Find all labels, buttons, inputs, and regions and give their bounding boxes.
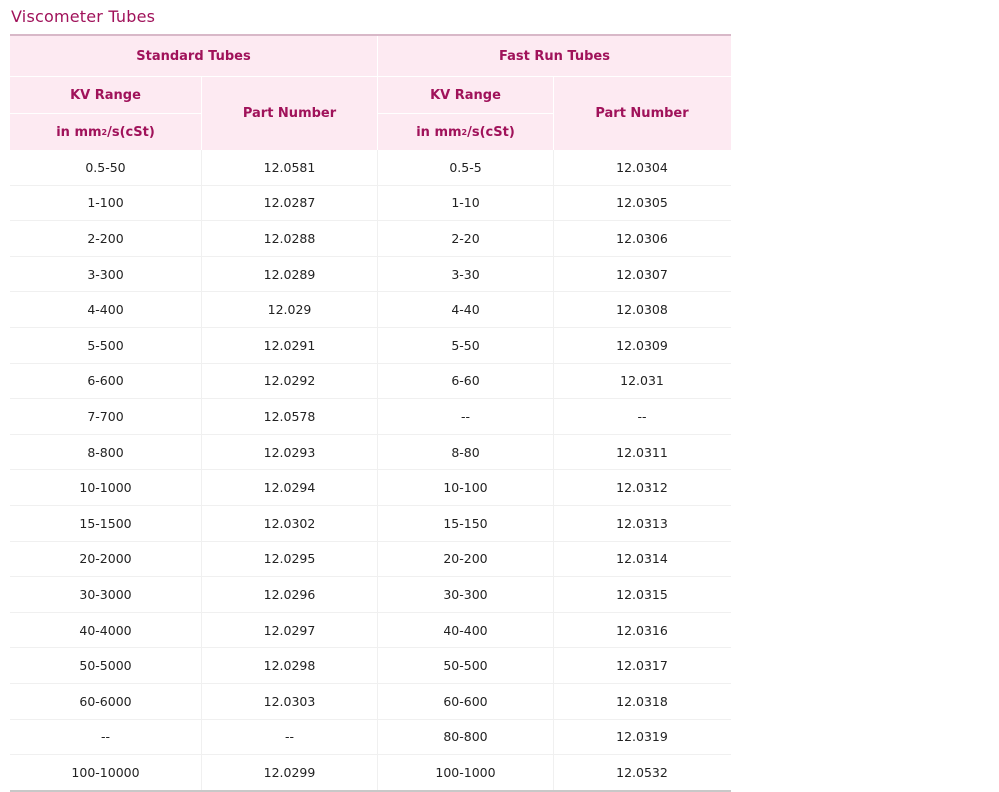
table-row [10,470,731,506]
fast-kv-range-cell: 6-60 [378,364,554,399]
column-header-fast-kv-range [378,77,554,150]
fast-kv-range-cell: 100-1000 [378,755,554,790]
kv-range-label: KV Range [378,77,553,114]
std-part-number-cell: 12.0288 [202,221,378,256]
std-kv-range-cell: 20-2000 [10,542,202,577]
std-kv-range-cell: 1-100 [10,186,202,221]
table-row [10,684,731,720]
fast-part-number-cell: 12.0308 [616,302,668,318]
std-part-number-cell: 12.0578 [202,399,378,434]
table-row [10,186,731,222]
table-row [10,755,731,790]
std-part-number-cell: 12.0299 [202,755,378,790]
fast-part-number-cell: 12.0316 [616,622,668,638]
std-part-number-cell: 12.0287 [202,186,378,221]
fast-part-number-cell: 12.0532 [616,764,668,780]
table-row [10,648,731,684]
std-part-number-cell: 12.0303 [202,684,378,719]
fast-part-number-cell: 12.0314 [616,551,668,567]
std-kv-range-cell: 8-800 [10,435,202,470]
std-kv-range-cell: 5-500 [10,328,202,363]
fast-part-number-cell: 12.031 [620,373,664,389]
table-body [10,150,731,790]
std-kv-range-cell: 3-300 [10,257,202,292]
table-row [10,435,731,471]
fast-kv-range-cell: 4-40 [378,292,554,327]
kv-range-label: KV Range [10,77,201,114]
std-kv-range-cell: 30-3000 [10,577,202,612]
unit-superscript: 2 [461,127,468,137]
page-title: Viscometer Tubes [11,7,156,26]
fast-part-number-cell: 12.0305 [616,195,668,211]
table-row [10,613,731,649]
column-header-fast-part-number [554,77,730,150]
std-kv-range-cell: 0.5-50 [10,150,202,185]
fast-part-number-cell: 12.0311 [616,444,668,460]
fast-kv-range-cell: 40-400 [378,613,554,648]
column-header-std-kv-range [10,77,202,150]
unit-prefix: in mm [416,124,462,140]
unit-superscript: 2 [101,127,108,137]
table-row [10,221,731,257]
table-row [10,150,731,186]
std-part-number-cell: 12.0293 [202,435,378,470]
fast-kv-range-cell: -- [378,399,554,434]
std-kv-range-cell: 2-200 [10,221,202,256]
std-kv-range-cell: 100-10000 [10,755,202,790]
fast-kv-range-cell: 1-10 [378,186,554,221]
std-part-number-cell: 12.0294 [202,470,378,505]
fast-kv-range-cell: 50-500 [378,648,554,683]
part-number-label: Part Number [242,106,337,121]
fast-kv-range-cell: 5-50 [378,328,554,363]
fast-kv-range-cell: 80-800 [378,720,554,755]
fast-part-number-cell: 12.0319 [616,729,668,745]
std-part-number-cell: 12.0581 [202,150,378,185]
table-row [10,328,731,364]
table-row [10,720,731,756]
std-kv-range-cell: 10-1000 [10,470,202,505]
std-kv-range-cell: 15-1500 [10,506,202,541]
fast-kv-range-cell: 60-600 [378,684,554,719]
table-row [10,364,731,400]
fast-kv-range-cell: 10-100 [378,470,554,505]
fast-kv-range-cell: 2-20 [378,221,554,256]
fast-kv-range-cell: 15-150 [378,506,554,541]
table-row [10,577,731,613]
std-kv-range-cell: 60-6000 [10,684,202,719]
table-row [10,542,731,578]
fast-kv-range-cell: 30-300 [378,577,554,612]
column-header-std-part-number [202,77,378,150]
fast-part-number-cell: 12.0313 [616,515,668,531]
table-group-header-row [10,36,731,77]
std-kv-range-cell: 50-5000 [10,648,202,683]
fast-kv-range-cell: 3-30 [378,257,554,292]
std-part-number-cell: 12.029 [202,292,378,327]
table-row [10,257,731,293]
std-kv-range-cell: -- [10,720,202,755]
std-part-number-cell: 12.0296 [202,577,378,612]
std-part-number-cell: 12.0291 [202,328,378,363]
kv-range-unit [10,114,201,150]
table-row [10,506,731,542]
std-part-number-cell: 12.0298 [202,648,378,683]
fast-kv-range-cell: 8-80 [378,435,554,470]
fast-part-number-cell: 12.0312 [616,480,668,496]
unit-prefix: in mm [56,124,102,140]
fast-part-number-cell: -- [637,408,647,424]
table-row [10,399,731,435]
std-kv-range-cell: 4-400 [10,292,202,327]
kv-range-unit [378,114,553,150]
std-part-number-cell: 12.0302 [202,506,378,541]
group-header-standard: Standard Tubes [10,36,378,76]
fast-part-number-cell: 12.0317 [616,658,668,674]
unit-suffix: /s(cSt) [467,124,515,140]
table-column-header-row [10,77,731,150]
fast-kv-range-cell: 20-200 [378,542,554,577]
std-kv-range-cell: 6-600 [10,364,202,399]
fast-part-number-cell: 12.0318 [616,693,668,709]
fast-part-number-cell: 12.0306 [616,230,668,246]
std-kv-range-cell: 7-700 [10,399,202,434]
std-part-number-cell: 12.0295 [202,542,378,577]
fast-part-number-cell: 12.0309 [616,337,668,353]
fast-part-number-cell: 12.0304 [616,159,668,175]
unit-suffix: /s(cSt) [107,124,155,140]
std-part-number-cell: 12.0297 [202,613,378,648]
std-part-number-cell: 12.0292 [202,364,378,399]
group-header-fast-run: Fast Run Tubes [499,48,610,64]
fast-part-number-cell: 12.0315 [616,586,668,602]
part-number-label: Part Number [595,106,689,121]
std-kv-range-cell: 40-4000 [10,613,202,648]
std-part-number-cell: 12.0289 [202,257,378,292]
viscometer-tubes-table [10,34,731,792]
fast-part-number-cell: 12.0307 [616,266,668,282]
fast-kv-range-cell: 0.5-5 [378,150,554,185]
std-part-number-cell: -- [202,720,378,755]
table-row [10,292,731,328]
